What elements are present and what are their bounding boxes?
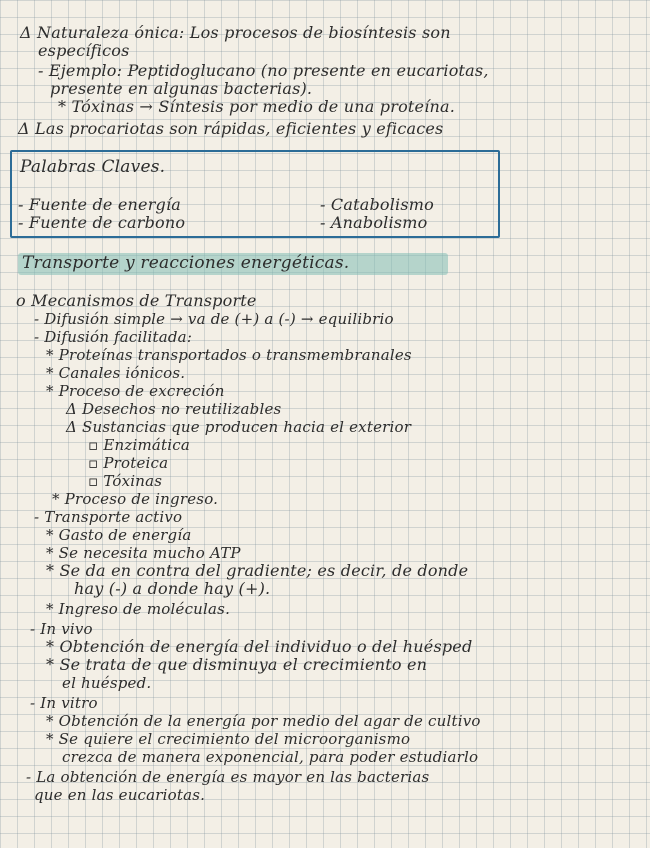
intro-line-6: Δ Las procariotas son rápidas, eficientes y eficaces (18, 119, 444, 138)
transport-line-26: crezca de manera exponencial, para poder estudiarlo (62, 748, 479, 766)
transport-line-3: - Difusión facilitada: (34, 328, 193, 346)
transport-line-28: que en las eucariotas. (34, 786, 206, 804)
transport-line-16: * Se da en contra del gradiente; es decir, de donde (46, 561, 469, 580)
transport-line-22: el huésped. (62, 674, 152, 692)
transport-line-6: * Proceso de excreción (46, 382, 225, 400)
keywords-title: Palabras Claves. (20, 157, 166, 177)
intro-line-5: * Tóxinas → Síntesis por medio de una proteína. (58, 97, 456, 116)
transport-line-7: Δ Desechos no reutilizables (66, 400, 282, 418)
transport-line-14: * Gasto de energía (46, 526, 192, 544)
intro-line-2: específicos (38, 41, 130, 60)
transport-line-23: - In vitro (30, 694, 98, 712)
keyword-anabolism: - Anabolismo (320, 213, 428, 232)
transport-line-4: * Proteínas transportados o transmembranales (46, 346, 412, 364)
transport-line-20: * Obtención de energía del individuo o del huésped (46, 637, 473, 656)
transport-line-15: * Se necesita mucho ATP (46, 544, 241, 562)
transport-line-11: ▫ Tóxinas (88, 472, 163, 490)
transport-line-1: o Mecanismos de Transporte (16, 291, 257, 310)
transport-line-9: ▫ Enzimática (88, 436, 190, 454)
keyword-catabolism: - Catabolismo (320, 195, 434, 214)
transport-line-27: - La obtención de energía es mayor en las bacterias (26, 768, 430, 786)
section-title: Transporte y reacciones energéticas. (22, 253, 350, 273)
transport-line-25: * Se quiere el crecimiento del microorganismo (46, 730, 411, 748)
intro-line-3: - Ejemplo: Peptidoglucano (no presente en eucariotas, (38, 61, 489, 80)
transport-line-13: - Transporte activo (34, 508, 183, 526)
transport-line-5: * Canales iónicos. (46, 364, 186, 382)
keyword-energy-source: - Fuente de energía (18, 195, 182, 214)
keyword-carbon-source: - Fuente de carbono (18, 213, 186, 232)
transport-line-12: * Proceso de ingreso. (52, 490, 219, 508)
transport-line-8: Δ Sustancias que producen hacia el exterior (66, 418, 412, 436)
intro-line-1: Δ Naturaleza ónica: Los procesos de biosíntesis son (20, 23, 451, 42)
transport-line-2: - Difusión simple → va de (+) a (-) → equilibrio (34, 310, 394, 328)
intro-line-4: presente en algunas bacterias). (50, 79, 313, 98)
transport-line-24: * Obtención de la energía por medio del agar de cultivo (46, 712, 481, 730)
transport-line-17: hay (-) a donde hay (+). (74, 579, 271, 598)
transport-line-18: * Ingreso de moléculas. (46, 600, 231, 618)
transport-line-19: - In vivo (30, 620, 93, 638)
transport-line-10: ▫ Proteica (88, 454, 169, 472)
transport-line-21: * Se trata de que disminuya el crecimiento en (46, 655, 428, 674)
